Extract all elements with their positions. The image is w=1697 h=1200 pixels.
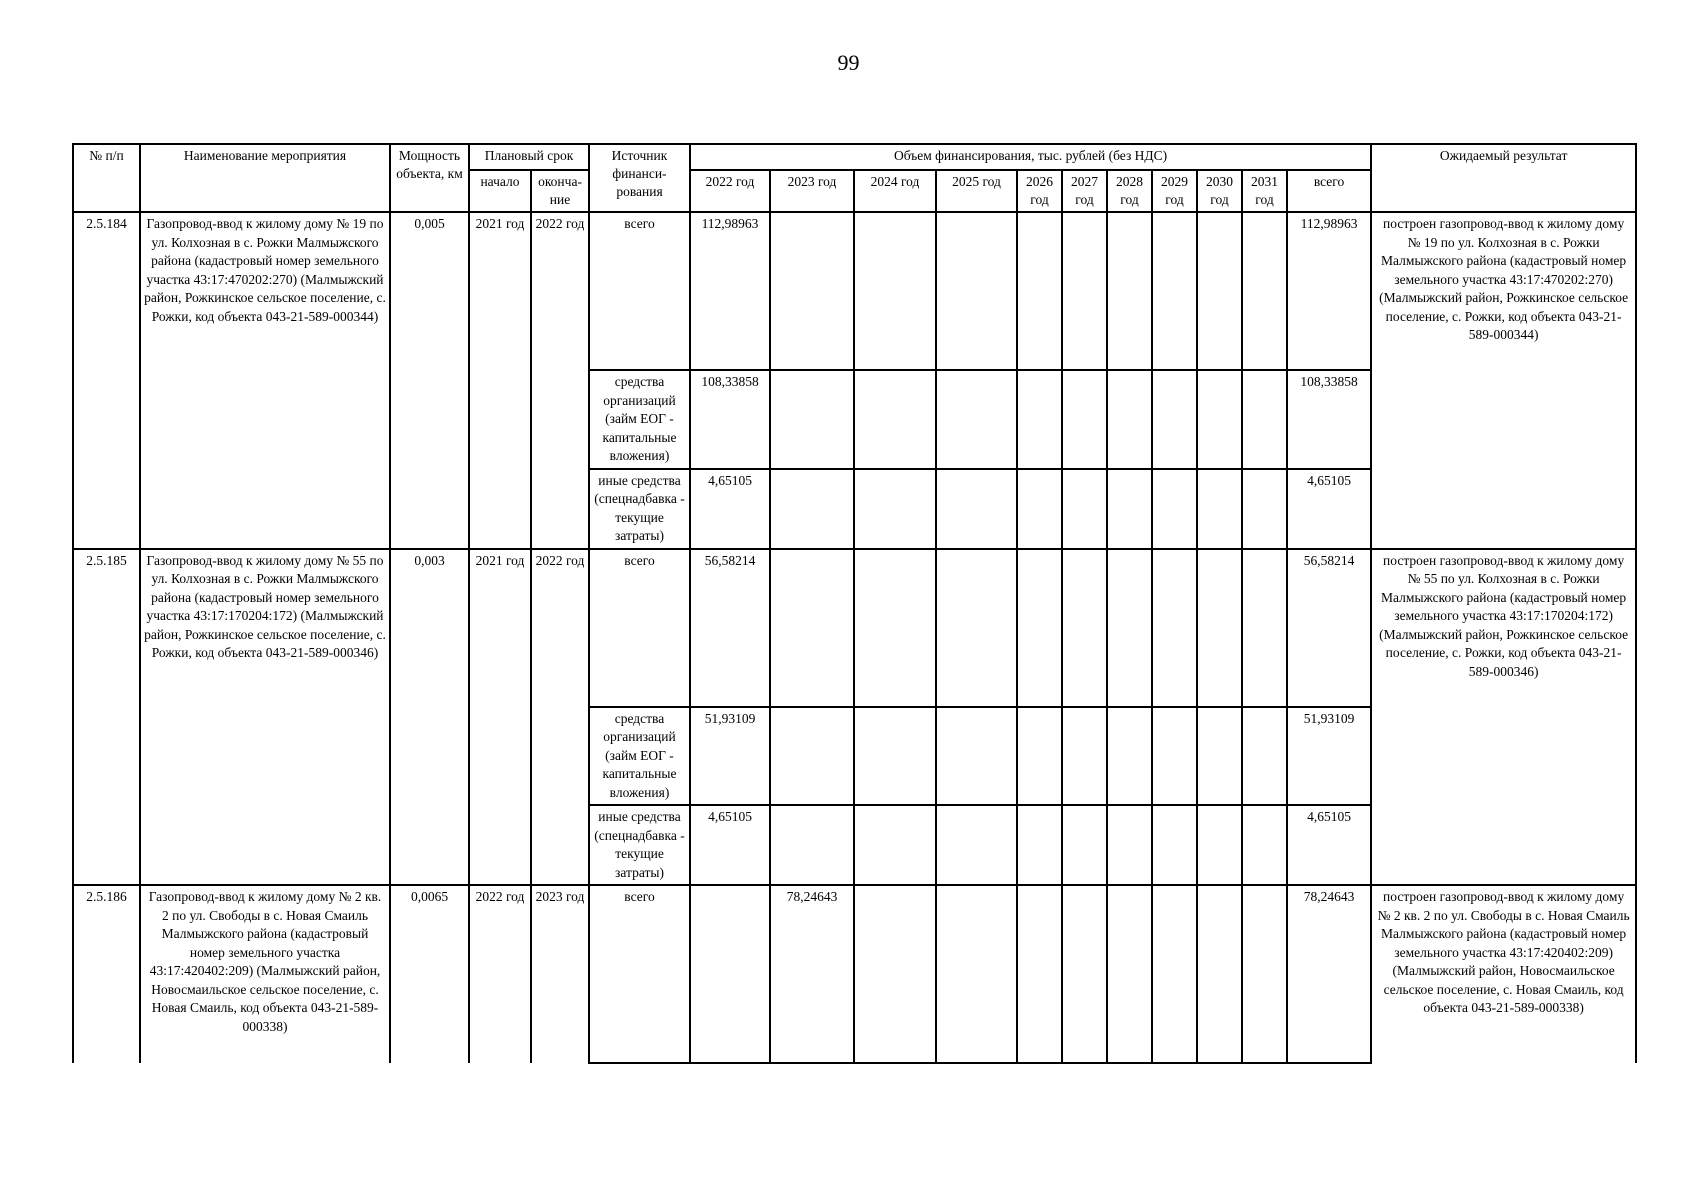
value-2029 [1152, 549, 1197, 707]
header-term-start: начало [469, 170, 531, 212]
value-2027 [1062, 805, 1107, 885]
value-2026 [1017, 370, 1062, 469]
value-2022: 4,65105 [690, 805, 770, 885]
value-2029 [1152, 707, 1197, 806]
header-year-2023: 2023 год [770, 170, 854, 212]
value-2030 [1197, 212, 1242, 370]
value-2027 [1062, 212, 1107, 370]
value-2030 [1197, 370, 1242, 469]
value-2025 [936, 469, 1017, 549]
value-2029 [1152, 370, 1197, 469]
value-2030 [1197, 469, 1242, 549]
row-end: 2022 год [531, 212, 589, 549]
value-total: 78,24643 [1287, 885, 1371, 1063]
value-2023 [770, 370, 854, 469]
value-2022: 56,58214 [690, 549, 770, 707]
value-total: 108,33858 [1287, 370, 1371, 469]
value-2028 [1107, 212, 1152, 370]
value-2023 [770, 707, 854, 806]
source-label: всего [589, 885, 690, 1063]
value-2028 [1107, 469, 1152, 549]
value-total: 112,98963 [1287, 212, 1371, 370]
row-name: Газопровод-ввод к жилому дому № 55 по ул. Колхозная в с. Рожки Малмыжского района (кадастровый номер земельного участка 43:17:170204:172) (Малмыжский район, Рожкинское сельское поселение, с. Рожки, код объекта 043-21-589-000346) [140, 549, 390, 886]
header-result: Ожидаемый результат [1371, 144, 1636, 212]
value-2030 [1197, 707, 1242, 806]
value-2023 [770, 549, 854, 707]
header-name: Наименование мероприятия [140, 144, 390, 212]
value-2025 [936, 370, 1017, 469]
header-year-2029: 2029 год [1152, 170, 1197, 212]
value-2025 [936, 885, 1017, 1063]
value-2025 [936, 707, 1017, 806]
row-result: построен газопровод-ввод к жилому дому № 55 по ул. Колхозная в с. Рожки Малмыжского района (кадастровый номер земельного участка 43:17:170204:172) (Малмыжский район, Рожкинское сельское поселение, с. Рожки, код объекта 043-21-589-000346) [1371, 549, 1636, 886]
header-year-2031: 2031 год [1242, 170, 1287, 212]
value-2029 [1152, 212, 1197, 370]
value-2031 [1242, 469, 1287, 549]
value-2023: 78,24643 [770, 885, 854, 1063]
value-2023 [770, 212, 854, 370]
value-2026 [1017, 212, 1062, 370]
value-2022 [690, 885, 770, 1063]
value-2029 [1152, 805, 1197, 885]
value-2031 [1242, 885, 1287, 1063]
value-2023 [770, 805, 854, 885]
header-row-1 [73, 144, 1636, 170]
row-no: 2.5.186 [73, 885, 140, 1063]
header-capacity: Мощность объекта, км [390, 144, 469, 212]
value-2026 [1017, 549, 1062, 707]
value-2028 [1107, 885, 1152, 1063]
value-2031 [1242, 370, 1287, 469]
row-start: 2021 год [469, 549, 531, 886]
value-2022: 4,65105 [690, 469, 770, 549]
row-capacity: 0,0065 [390, 885, 469, 1063]
value-total: 4,65105 [1287, 469, 1371, 549]
value-2026 [1017, 805, 1062, 885]
row-no: 2.5.185 [73, 549, 140, 886]
row-result: построен газопровод-ввод к жилому дому № 19 по ул. Колхозная в с. Рожки Малмыжского района (кадастровый номер земельного участка 43:17:470202:270) (Малмыжский район, Рожкинское сельское поселение, с. Рожки, код объекта 043-21-589-000344) [1371, 212, 1636, 549]
value-2028 [1107, 549, 1152, 707]
header-year-2022: 2022 год [690, 170, 770, 212]
header-year-2030: 2030 год [1197, 170, 1242, 212]
value-2031 [1242, 805, 1287, 885]
header-year-2024: 2024 год [854, 170, 936, 212]
header-year-2026: 2026 год [1017, 170, 1062, 212]
row-result: построен газопровод-ввод к жилому дому № 2 кв. 2 по ул. Свободы в с. Новая Смаиль Малмыжского района (кадастровый номер земельного участка 43:17:420402:209) (Малмыжский район, Новосмаильское сельское поселение, с. Новая Смаиль, код объекта 043-21-589-000338) [1371, 885, 1636, 1063]
source-label: средства организаций (займ ЕОГ - капитальные вложения) [589, 370, 690, 469]
value-2024 [854, 469, 936, 549]
header-year-2027: 2027 год [1062, 170, 1107, 212]
row-name: Газопровод-ввод к жилому дому № 2 кв. 2 по ул. Свободы в с. Новая Смаиль Малмыжского района (кадастровый номер земельного участка 43:17:420402:209) (Малмыжский район, Новосмаильское сельское поселение, с. Новая Смаиль, код объекта 043-21-589-000338) [140, 885, 390, 1063]
header-term: Плановый срок [469, 144, 589, 170]
value-2024 [854, 212, 936, 370]
value-2027 [1062, 469, 1107, 549]
value-2022: 108,33858 [690, 370, 770, 469]
source-label: иные средства (спецнадбавка - текущие затраты) [589, 805, 690, 885]
value-2028 [1107, 805, 1152, 885]
value-2024 [854, 885, 936, 1063]
value-2022: 51,93109 [690, 707, 770, 806]
header-funding: Объем финансирования, тыс. рублей (без НДС) [690, 144, 1371, 170]
header-total: всего [1287, 170, 1371, 212]
value-2029 [1152, 469, 1197, 549]
value-2029 [1152, 885, 1197, 1063]
source-label: иные средства (спецнадбавка - текущие затраты) [589, 469, 690, 549]
funding-plan-table [72, 143, 1637, 1064]
value-total: 56,58214 [1287, 549, 1371, 707]
value-total: 4,65105 [1287, 805, 1371, 885]
value-2031 [1242, 549, 1287, 707]
row-capacity: 0,003 [390, 549, 469, 886]
value-2027 [1062, 549, 1107, 707]
value-2028 [1107, 707, 1152, 806]
source-label: всего [589, 549, 690, 707]
row-end: 2023 год [531, 885, 589, 1063]
page-number: 99 [837, 50, 860, 75]
value-2024 [854, 805, 936, 885]
value-2031 [1242, 707, 1287, 806]
value-2024 [854, 707, 936, 806]
value-2027 [1062, 707, 1107, 806]
value-2024 [854, 549, 936, 707]
value-2024 [854, 370, 936, 469]
table-row [73, 549, 1636, 707]
header-source: Источник финанси-рования [589, 144, 690, 212]
header-term-end: оконча-ние [531, 170, 589, 212]
header-year-2028: 2028 год [1107, 170, 1152, 212]
value-2030 [1197, 805, 1242, 885]
row-no: 2.5.184 [73, 212, 140, 549]
value-2030 [1197, 549, 1242, 707]
value-2022: 112,98963 [690, 212, 770, 370]
source-label: средства организаций (займ ЕОГ - капитальные вложения) [589, 707, 690, 806]
row-end: 2022 год [531, 549, 589, 886]
source-label: всего [589, 212, 690, 370]
value-2023 [770, 469, 854, 549]
value-2031 [1242, 212, 1287, 370]
row-name: Газопровод-ввод к жилому дому № 19 по ул. Колхозная в с. Рожки Малмыжского района (кадастровый номер земельного участка 43:17:470202:270) (Малмыжский район, Рожкинское сельское поселение, с. Рожки, код объекта 043-21-589-000344) [140, 212, 390, 549]
value-2026 [1017, 707, 1062, 806]
value-total: 51,93109 [1287, 707, 1371, 806]
value-2025 [936, 212, 1017, 370]
header-no: № п/п [73, 144, 140, 212]
value-2027 [1062, 370, 1107, 469]
header-year-2025: 2025 год [936, 170, 1017, 212]
value-2026 [1017, 469, 1062, 549]
value-2030 [1197, 885, 1242, 1063]
table-row [73, 885, 1636, 1063]
value-2028 [1107, 370, 1152, 469]
row-start: 2021 год [469, 212, 531, 549]
row-capacity: 0,005 [390, 212, 469, 549]
table-row [73, 212, 1636, 370]
value-2026 [1017, 885, 1062, 1063]
value-2025 [936, 805, 1017, 885]
value-2025 [936, 549, 1017, 707]
value-2027 [1062, 885, 1107, 1063]
row-start: 2022 год [469, 885, 531, 1063]
